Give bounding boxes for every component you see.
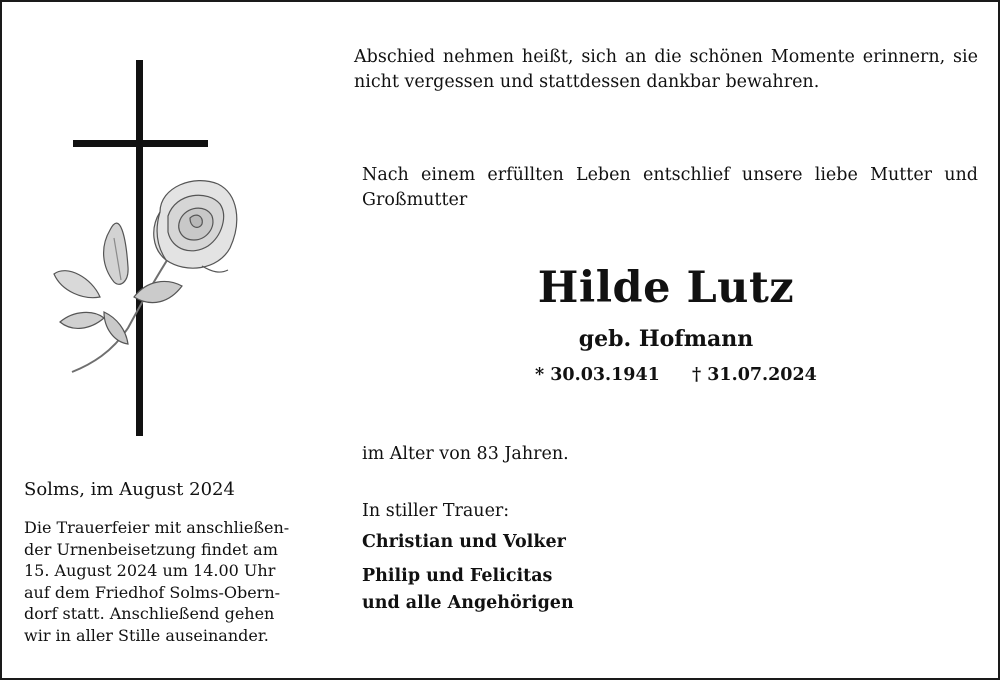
maiden-name: geb. Hofmann — [578, 326, 754, 352]
service-line: dorf statt. Anschließend gehen — [24, 604, 275, 624]
announcement-text — [362, 163, 978, 213]
service-line: auf dem Friedhof Solms-Obern- — [24, 582, 281, 602]
age-text: im Alter von 83 Jahren. — [362, 444, 569, 464]
mourning-heading: In stiller Trauer: — [362, 501, 510, 521]
quote-line: Abschied nehmen heißt, sich an die schönen Momente erinnern, sie — [354, 47, 978, 67]
deceased-name: Hilde Lutz — [537, 263, 795, 313]
announcement-line: Großmutter — [362, 190, 468, 210]
death-date: † 31.07.2024 — [692, 365, 817, 385]
birth-date: * 30.03.1941 — [535, 365, 660, 385]
quote-line: nicht vergessen und stattdessen dankbar bewahren. — [354, 72, 820, 92]
mourner-name: Philip und Felicitas — [362, 566, 553, 586]
place-and-date: Solms, im August 2024 — [24, 479, 235, 500]
rose-icon — [54, 181, 237, 372]
mourner-name: und alle Angehörigen — [362, 593, 574, 613]
mourner-name: Christian und Volker — [362, 532, 566, 552]
announcement-line: Nach einem erfüllten Leben entschlief unsere liebe Mutter und — [362, 165, 978, 185]
service-line: wir in aller Stille auseinander. — [24, 625, 269, 645]
farewell-quote — [354, 45, 978, 95]
service-line: der Urnenbeisetzung findet am — [24, 539, 278, 559]
service-line: Die Trauerfeier mit anschließen- — [24, 518, 290, 537]
service-line: 15. August 2024 um 14.00 Uhr — [24, 561, 276, 581]
service-info — [24, 517, 290, 647]
cross-with-rose — [42, 52, 242, 442]
